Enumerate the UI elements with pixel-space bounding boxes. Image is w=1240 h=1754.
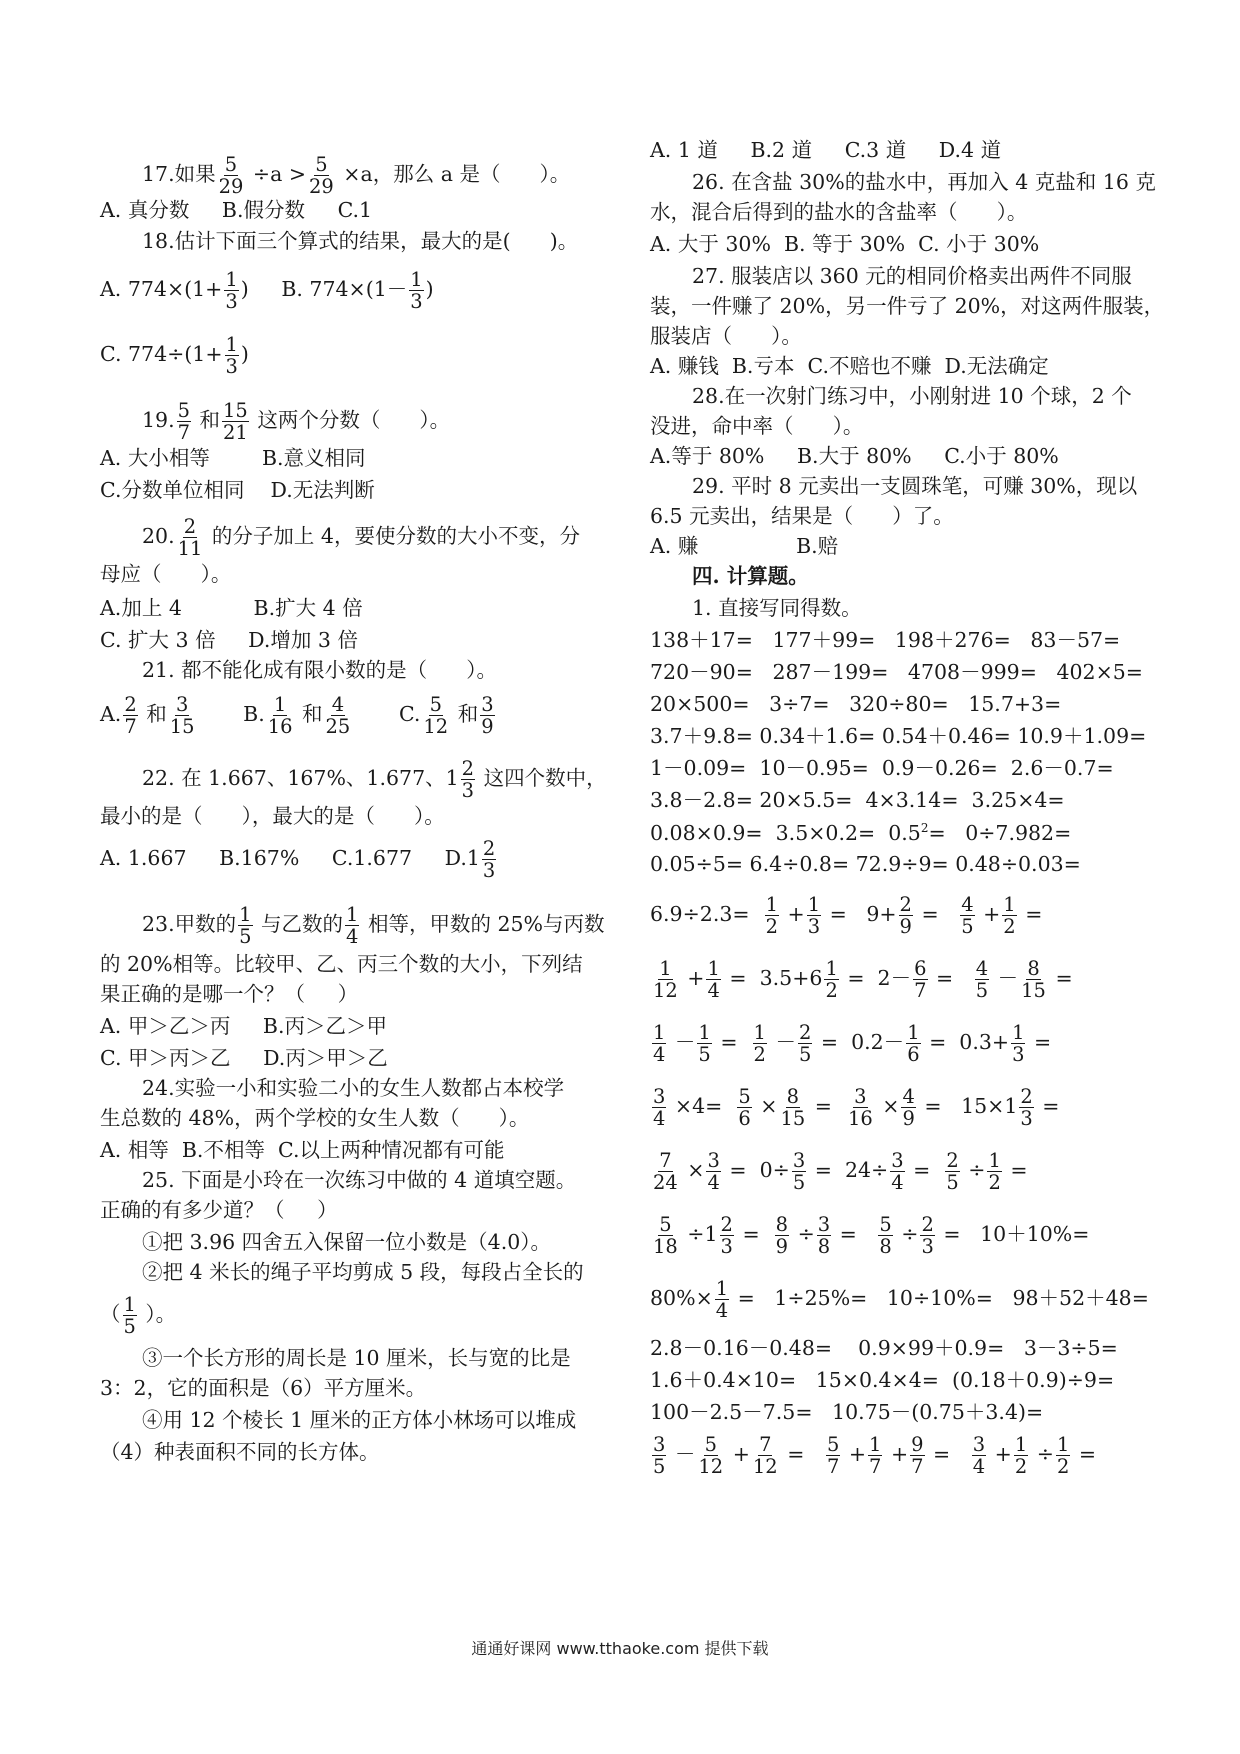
left-line: A. $\frac{2}{7}$ 和 $\frac{3}{15}$ B. $\frac{1}{16}$ 和 $\frac{4}{25}$ C. $\frac{5}{12}$ 和 $\frac{3}{9}$ [100,693,494,739]
right-line: $0.08\times 0.9= 3.5\times 0.2= 0.5^2= 0\div 7.982=$ [650,820,1072,845]
left-line: A. 774×(1+ $\frac{1}{3}$ ) B. 774×(1－ $\frac{1}{3}$ ) [100,268,434,314]
right-line: 6.9÷2.3= $\frac{1}{2}$ + $\frac{1}{3}$ = 9+ $\frac{2}{9}$ = $\frac{4}{5}$ + $\frac{1}{2}$ = [650,893,1043,939]
right-line: A. 赚 B.赔 [650,534,839,558]
left-line: 18.估计下面三个算式的结果，最大的是( )。 [142,229,579,253]
right-line: 6.5 元卖出，结果是（ ）了。 [650,504,954,528]
left-line: 23.甲数的 $\frac{1}{5}$ 与乙数的 $\frac{1}{4}$ 相等，甲数的 25%与丙数 [142,903,605,949]
right-line: 2.8－0.16－0.48= 0.9×99＋0.9= 3－3÷5= [650,1336,1118,1360]
right-line: 3.7＋9.8= 0.34＋1.6= 0.54＋0.46= 10.9＋1.09= [650,724,1147,748]
right-line: 100－2.5－7.5= 10.75－(0.75＋3.4)= [650,1400,1044,1424]
left-line: 19. $\frac{5}{7}$ 和 $\frac{15}{21}$ 这两个分数（ ）。 [142,399,451,445]
right-line: 没进，命中率（ ）。 [650,414,864,438]
right-line: A. 1 道 B.2 道 C.3 道 D.4 道 [650,138,1002,162]
right-line: 27. 服装店以 360 元的相同价格卖出两件不同服 [692,264,1132,288]
right-line: 水，混合后得到的盐水的含盐率（ ）。 [650,200,1028,224]
left-line: C. 774÷(1+ $\frac{1}{3}$ ) [100,333,249,379]
left-line: 20. $\frac{2}{11}$ 的分子加上 4，要使分数的大小不变，分 [142,515,580,561]
left-line: 21. 都不能化成有限小数的是（ ）。 [142,658,497,682]
left-line: A. 真分数 B.假分数 C.1 [100,198,373,222]
left-line: A. 1.667 B.167% C.1.677 D.1 $\frac{2}{3}$ [100,837,496,883]
right-line: A. 赚钱 B.亏本 C.不赔也不赚 D.无法确定 [650,354,1049,378]
right-line: $\frac{5}{18}$ ÷1 $\frac{2}{3}$ = $\frac{8}{9}$ ÷ $\frac{3}{8}$ = $\frac{5}{8}$ ÷ $\frac{2}{3}$ = 10＋10%= [653,1213,1090,1259]
left-line: ③一个长方形的周长是 10 厘米，长与宽的比是 [142,1346,571,1370]
left-line: 最小的是（ ），最大的是（ ）。 [100,804,445,828]
right-line: $\frac{3}{5}$ － $\frac{5}{12}$ + $\frac{7}{12}$ = $\frac{5}{7}$ + $\frac{1}{7}$ + $\frac{9}{7}$ = $\frac{3}{4}$ + $\frac{1}{2}$ ÷ $\frac{1}{2}$ = [653,1433,1097,1479]
left-line: ④用 12 个棱长 1 厘米的正方体小林场可以堆成 [142,1408,577,1432]
right-line: 装，一件赚了 20%，另一件亏了 20%，对这两件服装， [650,294,1165,318]
left-line: （4）种表面积不同的长方体。 [100,1440,380,1464]
right-line: 1. 直接写同得数。 [692,596,862,620]
left-line: 生总数的 48%，两个学校的女生人数（ ）。 [100,1106,530,1130]
right-line: 80%× $\frac{1}{4}$ = 1÷25%= 10÷10%= 98＋52＋48= [650,1277,1149,1323]
right-line: 138＋17= 177＋99= 198＋276= 83－57= [650,628,1121,652]
right-line: 四. 计算题。 [692,564,809,588]
left-line: 果正确的是哪一个？（ ） [100,982,359,1006]
left-line: 母应（ ）。 [100,562,232,586]
left-line: 17.如果 $\frac{5}{29}$ ÷a > $\frac{5}{29}$ ×a，那么 a 是（ ）。 [142,153,571,199]
right-line: 1－0.09= 10－0.95= 0.9－0.26= 2.6－0.7= [650,756,1114,780]
right-line: 720－90= 287－199= 4708－999= 402×5= [650,660,1143,684]
right-line: 0.05÷5= 6.4÷0.8= 72.9÷9= 0.48÷0.03= [650,852,1081,876]
left-line: 25. 下面是小玲在一次练习中做的 4 道填空题。 [142,1168,577,1192]
left-line: C. 扩大 3 倍 D.增加 3 倍 [100,628,358,652]
left-line: A. 大小相等 B.意义相同 [100,446,366,470]
left-line: （ $\frac{1}{5}$ ）。 [100,1293,177,1339]
left-line: 22. 在 1.667、167%、1.677、1 $\frac{2}{3}$ 这四个数中， [142,757,607,803]
right-line: $\frac{3}{4}$ ×4= $\frac{5}{6}$ × $\frac{8}{15}$ = $\frac{3}{16}$ × $\frac{4}{9}$ = 15×1 $\frac{2}{3}$ = [653,1085,1060,1131]
right-line: $\frac{7}{24}$ × $\frac{3}{4}$ = 0÷ $\frac{3}{5}$ = 24÷ $\frac{3}{4}$ = $\frac{2}{5}$ ÷ $\frac{1}{2}$ = [653,1149,1028,1195]
right-line: 29. 平时 8 元卖出一支圆珠笔，可赚 30%，现以 [692,474,1138,498]
left-line: 24.实验一小和实验二小的女生人数都占本校学 [142,1076,565,1100]
left-line: A.加上 4 B.扩大 4 倍 [100,596,363,620]
right-line: $\frac{1}{12}$ + $\frac{1}{4}$ = 3.5+6 $\frac{1}{2}$ = 2－ $\frac{6}{7}$ = $\frac{4}{5}$ － $\frac{8}{15}$ = [653,957,1073,1003]
left-line: A. 相等 B.不相等 C.以上两种情况都有可能 [100,1138,505,1162]
left-line: 3：2，它的面积是（6）平方厘米。 [100,1376,427,1400]
right-line: 20×500= 3÷7= 320÷80= 15.7+3= [650,692,1062,716]
right-line: 26. 在含盐 30%的盐水中，再加入 4 克盐和 16 克 [692,170,1156,194]
right-line: A.等于 80% B.大于 80% C.小于 80% [650,444,1059,468]
left-line: A. 甲＞乙＞丙 B.丙＞乙＞甲 [100,1014,387,1038]
right-line: 1.6＋0.4×10= 15×0.4×4= (0.18＋0.9)÷9= [650,1368,1115,1392]
right-line: A. 大于 30% B. 等于 30% C. 小于 30% [650,232,1040,256]
left-line: C.分数单位相同 D.无法判断 [100,478,375,502]
right-line: 28.在一次射门练习中，小刚射进 10 个球，2 个 [692,384,1132,408]
right-line: $\frac{1}{4}$ － $\frac{1}{5}$ = $\frac{1}{2}$ － $\frac{2}{5}$ = 0.2－ $\frac{1}{6}$ = 0.3+ $\frac{1}{3}$ = [653,1021,1052,1067]
left-line: ②把 4 米长的绳子平均剪成 5 段，每段占全长的 [142,1260,584,1284]
left-line: ①把 3.96 四舍五入保留一位小数是（4.0）。 [142,1230,552,1254]
right-line: 服装店（ ）。 [650,324,802,348]
left-line: 的 20%相等。比较甲、乙、丙三个数的大小，下列结 [100,952,583,976]
left-line: 正确的有多少道？（ ） [100,1198,338,1222]
page-footer: 通通好课网 www.tthaoke.com 提供下载 [471,1639,769,1658]
left-line: C. 甲＞丙＞乙 D.丙＞甲＞乙 [100,1046,388,1070]
right-line: 3.8－2.8= 20×5.5= 4×3.14= 3.25×4= [650,788,1065,812]
